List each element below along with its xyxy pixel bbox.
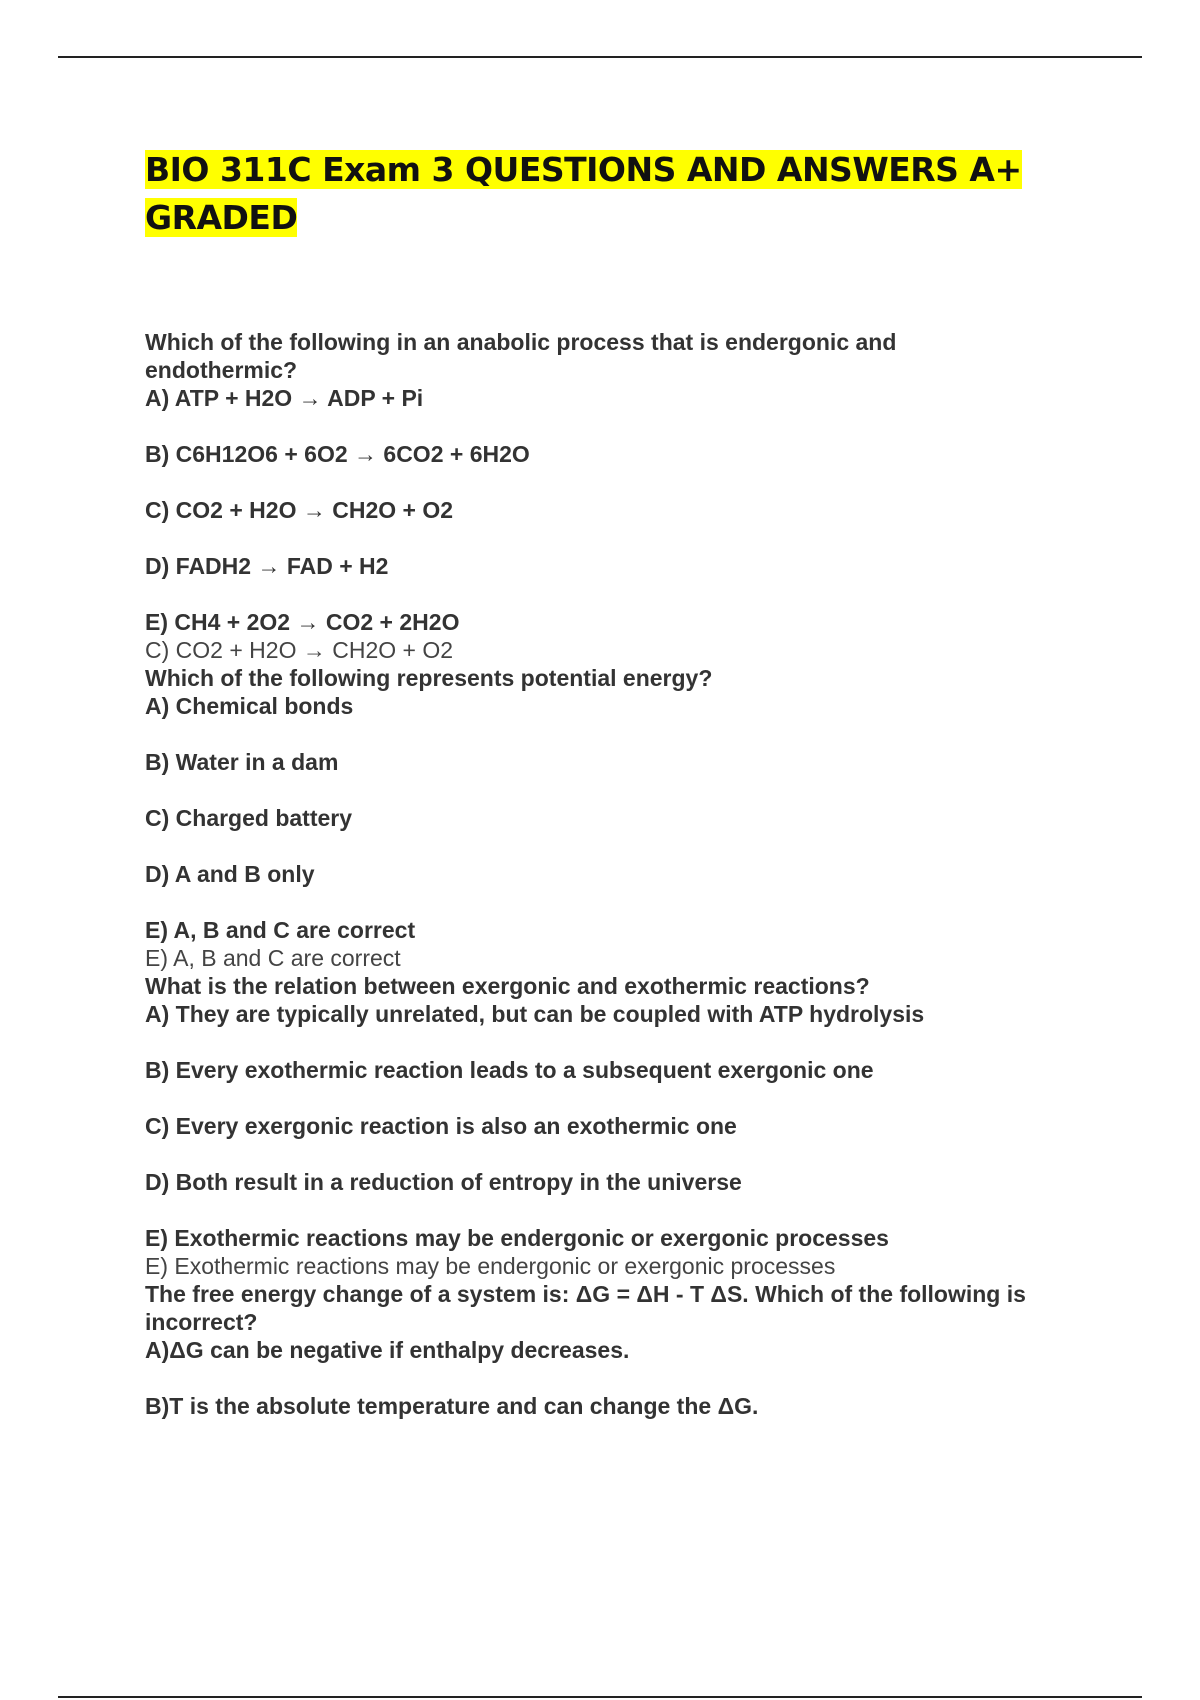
question-4-line-1: The free energy change of a system is: ΔG = ΔH - T ΔS. Which of the following is bbox=[145, 1281, 1026, 1307]
question-1-answer: C) CO2 + H2O → CH2O + O2 bbox=[145, 637, 454, 663]
question-3-text: What is the relation between exergonic and exothermic reactions? bbox=[145, 973, 870, 999]
footer-rule bbox=[58, 1696, 1142, 1698]
question-2-text: Which of the following represents potential energy? bbox=[145, 665, 713, 691]
document-body bbox=[145, 146, 1095, 1420]
question-2-option-d: D) A and B only bbox=[145, 861, 315, 887]
question-1-option-a: A) ATP + H2O → ADP + Pi bbox=[145, 385, 424, 411]
question-1-line-1: Which of the following in an anabolic process that is endergonic and bbox=[145, 329, 897, 355]
header-rule bbox=[58, 56, 1142, 58]
question-1-option-e: E) CH4 + 2O2 → CO2 + 2H2O bbox=[145, 609, 460, 635]
question-1-text bbox=[145, 328, 1095, 384]
question-3-option-e: E) Exothermic reactions may be endergonic or exergonic processes bbox=[145, 1225, 889, 1251]
title-line-2: GRADED bbox=[145, 198, 298, 237]
question-2-option-b: B) Water in a dam bbox=[145, 749, 339, 775]
question-4-option-b: B)T is the absolute temperature and can change the ΔG. bbox=[145, 1393, 759, 1419]
question-3-option-a: A) They are typically unrelated, but can be coupled with ATP hydrolysis bbox=[145, 1001, 925, 1027]
question-2-option-e: E) A, B and C are correct bbox=[145, 917, 416, 943]
question-3-answer: E) Exothermic reactions may be endergonic or exergonic processes bbox=[145, 1253, 836, 1279]
question-1-option-b: B) C6H12O6 + 6O2 → 6CO2 + 6H2O bbox=[145, 441, 530, 467]
question-1-option-c: C) CO2 + H2O → CH2O + O2 bbox=[145, 497, 454, 523]
question-1-line-2: endothermic? bbox=[145, 357, 298, 383]
question-2-option-c: C) Charged battery bbox=[145, 805, 353, 831]
title-line-1: BIO 311C Exam 3 QUESTIONS AND ANSWERS A+ bbox=[145, 150, 1022, 189]
question-4-option-a: A)ΔG can be negative if enthalpy decreases. bbox=[145, 1337, 630, 1363]
question-2-option-a: A) Chemical bonds bbox=[145, 693, 354, 719]
question-3-option-c: C) Every exergonic reaction is also an exothermic one bbox=[145, 1113, 737, 1139]
question-2-answer: E) A, B and C are correct bbox=[145, 945, 401, 971]
question-list bbox=[145, 328, 1095, 1420]
question-3-option-b: B) Every exothermic reaction leads to a subsequent exergonic one bbox=[145, 1057, 874, 1083]
question-4-line-2: incorrect? bbox=[145, 1309, 258, 1335]
question-4-text bbox=[145, 1280, 1095, 1336]
question-1-option-d: D) FADH2 → FAD + H2 bbox=[145, 553, 389, 579]
question-3-option-d: D) Both result in a reduction of entropy in the universe bbox=[145, 1169, 742, 1195]
document-title bbox=[145, 146, 1095, 242]
